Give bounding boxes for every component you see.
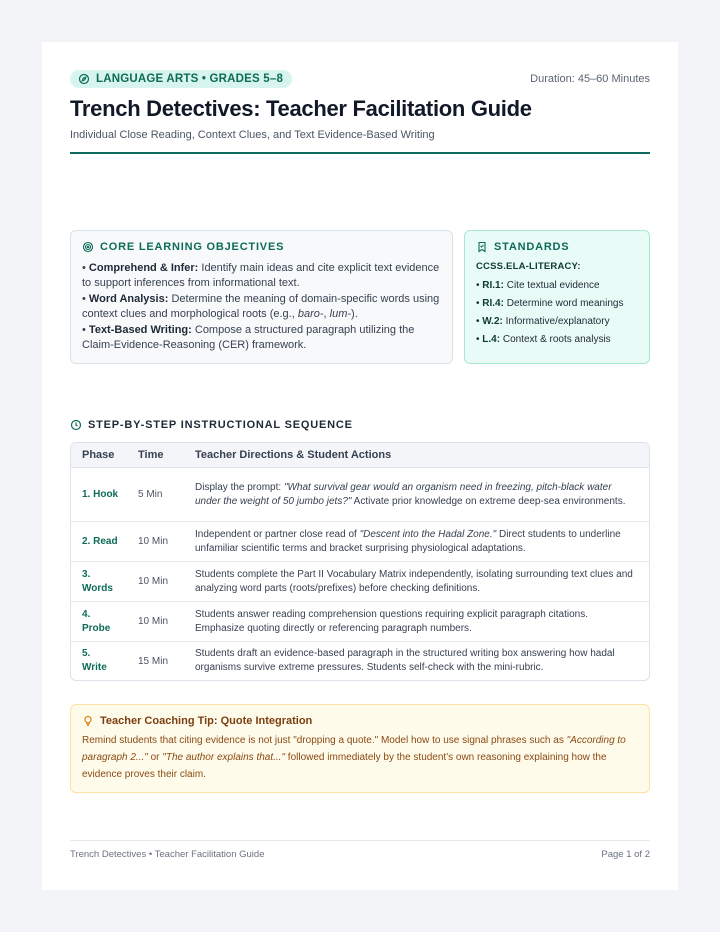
time-cell: 10 Min [138, 616, 169, 627]
standard-item: • RI.1: Cite textual evidence [476, 280, 600, 291]
time-cell: 5 Min [138, 489, 163, 500]
footer-title: Trench Detectives • Teacher Facilitation Guide [70, 849, 265, 860]
page-footer [70, 840, 650, 860]
lightbulb-icon [82, 715, 94, 727]
sequence-table [70, 442, 650, 681]
duration-label: Duration: 45–60 Minutes [530, 73, 650, 85]
phase-cell: 5. Write [82, 648, 107, 673]
time-cell: 10 Min [138, 576, 169, 587]
directions-cell: Students draft an evidence-based paragraph in the structured writing box answering how hadal organisms survive extreme pressures. Students self-check with the mini-rubric. [195, 648, 615, 673]
objective-item: • Text-Based Writing: Compose a structured paragraph utilizing the Claim-Evidence-Reasoning (CER) framework. [82, 324, 415, 351]
document-page [42, 42, 678, 890]
time-cell: 10 Min [138, 536, 169, 547]
table-header [71, 443, 649, 468]
sequence-heading: STEP-BY-STEP INSTRUCTIONAL SEQUENCE [70, 419, 353, 431]
clock-icon [70, 419, 82, 431]
title-divider [70, 152, 650, 154]
column-header-directions: Teacher Directions & Student Actions [195, 449, 392, 461]
table-row [71, 602, 649, 642]
standard-item: • W.2: Informative/explanatory [476, 316, 610, 327]
tip-body: Remind students that citing evidence is not just "dropping a quote." Model how to use signal phrases such as "According to paragraph 2..." or "The author explains that..." followed immediately by the student's own reasoning explaining how the evidence proves their claim. [82, 735, 626, 780]
compass-icon [78, 73, 90, 85]
objective-item: • Word Analysis: Determine the meaning of domain-specific words using context clues and morphological roots (e.g., baro-, lum-). [82, 293, 440, 320]
phase-cell: 2. Read [82, 535, 118, 547]
column-header-phase: Phase [82, 449, 115, 461]
target-icon [82, 241, 94, 253]
directions-cell: Students complete the Part II Vocabulary Matrix independently, isolating surrounding text clues and analyzing word parts (roots/prefixes) before checking definitions. [195, 568, 633, 594]
time-cell: 15 Min [138, 655, 169, 667]
directions-cell: Independent or partner close read of "Descent into the Hadal Zone." Direct students to underline unfamiliar scientific terms and bracket surprising physiological adaptations. [195, 528, 621, 554]
standards-code: CCSS.ELA-LITERACY: [476, 261, 581, 272]
phase-cell: 3. Words [82, 568, 113, 594]
objective-item: • Comprehend & Infer: Identify main ideas and cite explicit text evidence to support inferences from informational text. [82, 262, 440, 289]
table-row [71, 522, 649, 562]
standard-item: • RI.4: Determine word meanings [476, 298, 624, 309]
directions-cell: Students answer reading comprehension questions requiring explicit paragraph citations. Emphasize quoting directly or referencing paragraph numbers. [195, 608, 589, 634]
subject-badge [70, 70, 292, 88]
standards-card [464, 230, 650, 364]
tip-heading: Teacher Coaching Tip: Quote Integration [100, 715, 313, 727]
table-row [71, 562, 649, 602]
badge-label: LANGUAGE ARTS • GRADES 5–8 [96, 73, 284, 85]
objectives-card [70, 230, 453, 364]
objectives-list [82, 261, 441, 352]
standards-list [476, 277, 638, 349]
standards-heading: STANDARDS [494, 241, 570, 253]
standard-item: • L.4: Context & roots analysis [476, 334, 611, 345]
coaching-tip-card [70, 704, 650, 793]
bookmark-check-icon [476, 241, 488, 253]
objectives-heading: CORE LEARNING OBJECTIVES [100, 241, 285, 253]
table-row [71, 642, 649, 680]
directions-cell: Display the prompt: "What survival gear would an organism need in freezing, pitch-black water under the weight of 50 jumbo jets?" Activate prior knowledge on extreme deep-sea environments. [195, 481, 626, 507]
page-subtitle: Individual Close Reading, Context Clues, and Text Evidence-Based Writing [70, 129, 435, 141]
page-number: Page 1 of 2 [601, 849, 650, 860]
phase-cell: 4. Probe [82, 608, 111, 634]
table-row [71, 468, 649, 522]
phase-cell: 1. Hook [82, 488, 119, 500]
column-header-time: Time [138, 449, 164, 461]
page-title: Trench Detectives: Teacher Facilitation Guide [70, 96, 532, 121]
